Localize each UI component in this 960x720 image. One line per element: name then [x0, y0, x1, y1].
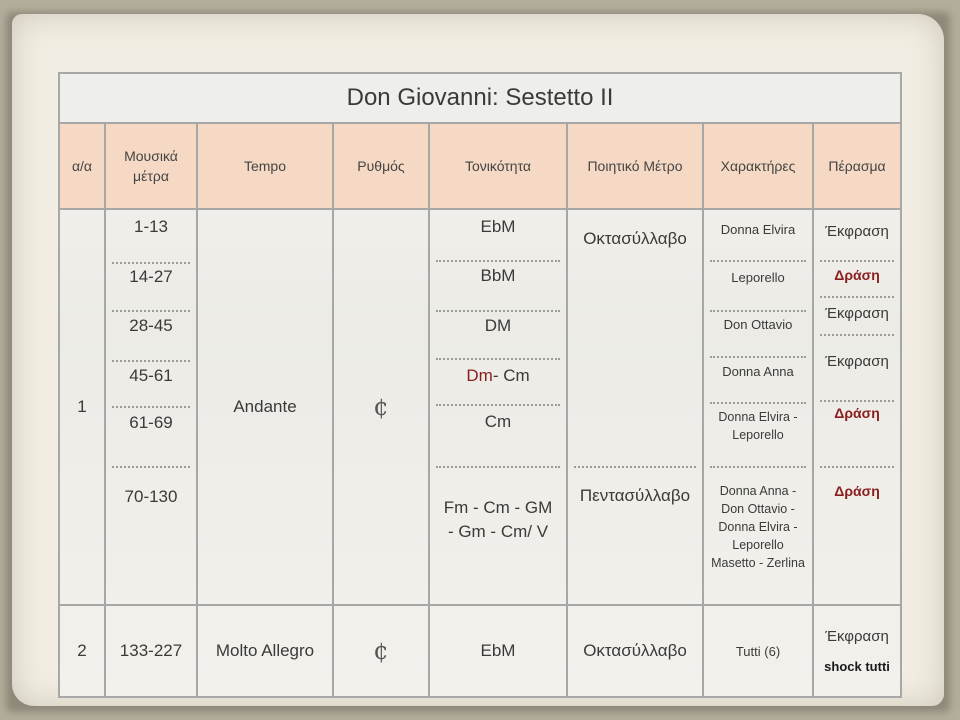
header-bars: Μουσικά μέτρα — [105, 123, 197, 209]
key-value: EbM — [480, 217, 516, 236]
dotted-divider — [112, 466, 190, 468]
key-value: BbM — [480, 266, 516, 285]
row-index: 1 — [59, 209, 105, 605]
row-index: 2 — [59, 605, 105, 697]
bars-cell — [105, 209, 197, 605]
meter-cell — [567, 209, 703, 605]
passage-value: Έκφραση — [825, 352, 889, 370]
cut-time-icon: ¢ — [333, 605, 429, 697]
header-index: α/α — [59, 123, 105, 209]
header-passage: Πέρασμα — [813, 123, 901, 209]
tempo-cell: Andante — [197, 209, 333, 605]
tempo-cell: Molto Allegro — [197, 605, 333, 697]
character-name: Donna Anna — [722, 363, 794, 379]
character-name: Leporello — [731, 269, 785, 285]
dotted-divider — [820, 466, 894, 468]
key-value: Cm — [484, 412, 512, 431]
meter-value: Οκτασύλλαβο — [567, 605, 703, 697]
character-name: Don Ottavio — [723, 316, 793, 332]
dotted-divider — [820, 334, 894, 336]
bar-range: 61-69 — [129, 413, 173, 432]
character-name: Tutti (6) — [703, 605, 813, 697]
character-name: Donna Elvira - Leporello — [718, 410, 798, 442]
table-row — [59, 209, 901, 605]
character-name: Donna Anna - Don Ottavio - Donna Elvira - Leporello Masetto - Zerlina — [711, 484, 805, 570]
table-row — [59, 605, 901, 697]
key-cell — [429, 209, 567, 605]
header-key: Τονικότητα — [429, 123, 567, 209]
key-value: EbM — [429, 605, 567, 697]
table-title: Don Giovanni: Sestetto II — [59, 73, 901, 123]
header-tempo: Tempo — [197, 123, 333, 209]
bar-range: 1-13 — [133, 217, 169, 236]
meter-value: Πεντασύλλαβο — [579, 486, 691, 505]
passage-value: Δράση — [834, 483, 880, 499]
passage-note: shock tutti — [824, 659, 890, 674]
key-value — [430, 360, 566, 392]
passage-value: Έκφραση — [825, 222, 889, 240]
cut-time-icon: ¢ — [333, 209, 429, 605]
header-meter: Ποιητικό Μέτρο — [567, 123, 703, 209]
key-value-minor: Dm — [466, 366, 493, 385]
dotted-divider — [574, 466, 696, 468]
passage-value: Δράση — [834, 267, 880, 283]
passage-cell — [813, 209, 901, 605]
characters-cell — [703, 209, 813, 605]
passage-value: Δράση — [834, 405, 880, 421]
meter-value: Οκτασύλλαβο — [583, 229, 687, 248]
bar-range: 45-61 — [129, 366, 173, 385]
bar-range: 28-45 — [129, 316, 173, 335]
header-rhythm: Ρυθμός — [333, 123, 429, 209]
bar-range: 133-227 — [105, 605, 197, 697]
title-row — [59, 73, 901, 123]
bar-range: 70-130 — [124, 487, 178, 506]
passage-value: Έκφραση — [825, 304, 889, 322]
key-value-suffix: - Cm — [492, 366, 530, 385]
dotted-divider — [436, 466, 560, 468]
passage-cell — [813, 605, 901, 697]
bar-range: 14-27 — [129, 267, 173, 286]
key-value: Fm - Cm - GM - Gm - Cm/ V — [443, 498, 553, 541]
key-value: DM — [484, 316, 512, 335]
sestetto-table — [58, 72, 902, 698]
passage-value: Έκφραση — [825, 628, 889, 645]
character-name: Donna Elvira — [720, 221, 796, 237]
header-characters: Χαρακτήρες — [703, 123, 813, 209]
header-row — [59, 123, 901, 209]
